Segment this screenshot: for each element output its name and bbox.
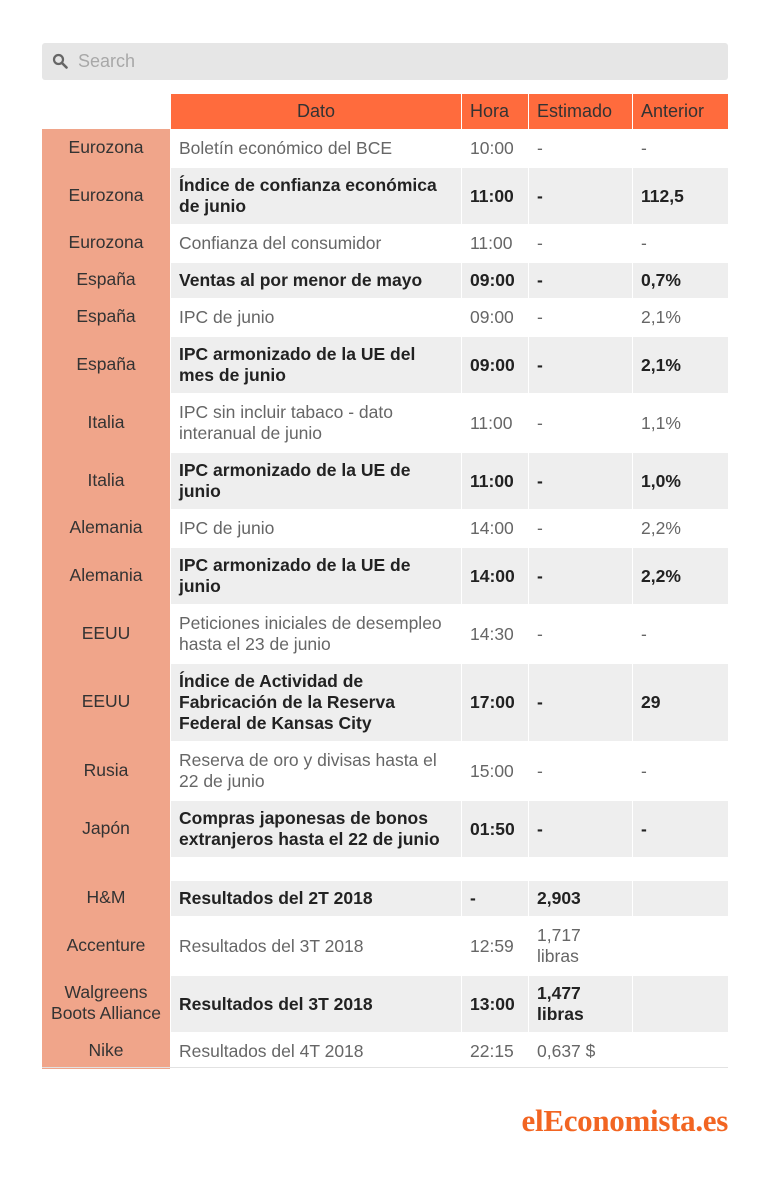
spacer-cell bbox=[632, 857, 728, 879]
cell-country: Japón bbox=[42, 799, 170, 857]
table-row bbox=[42, 1032, 728, 1069]
cell-estimado: - bbox=[528, 166, 632, 224]
spacer-cell bbox=[528, 857, 632, 879]
cell-hora: 09:00 bbox=[461, 261, 528, 298]
cell-anterior: - bbox=[632, 604, 728, 662]
cell-estimado: 1,717 libras bbox=[528, 916, 632, 974]
economic-calendar-table bbox=[42, 94, 728, 1069]
cell-hora: 09:00 bbox=[461, 335, 528, 393]
cell-anterior: - bbox=[632, 129, 728, 166]
cell-anterior bbox=[632, 974, 728, 1032]
cell-anterior: - bbox=[632, 741, 728, 799]
cell-country: EEUU bbox=[42, 604, 170, 662]
cell-estimado: - bbox=[528, 335, 632, 393]
cell-country: Eurozona bbox=[42, 166, 170, 224]
cell-dato: Resultados del 2T 2018 bbox=[170, 879, 461, 916]
cell-company: Walgreens Boots Alliance bbox=[42, 974, 170, 1032]
spacer-cell bbox=[170, 857, 461, 879]
spacer-cell bbox=[461, 857, 528, 879]
cell-estimado: - bbox=[528, 662, 632, 741]
search-input[interactable] bbox=[78, 43, 718, 80]
table-row bbox=[42, 166, 728, 224]
cell-dato: Resultados del 3T 2018 bbox=[170, 916, 461, 974]
cell-hora: 11:00 bbox=[461, 393, 528, 451]
cell-hora: 11:00 bbox=[461, 451, 528, 509]
table-row bbox=[42, 799, 728, 857]
cell-hora: 17:00 bbox=[461, 662, 528, 741]
cell-anterior: 2,2% bbox=[632, 509, 728, 546]
cell-estimado: - bbox=[528, 224, 632, 261]
cell-dato: Ventas al por menor de mayo bbox=[170, 261, 461, 298]
cell-dato: Índice de Actividad de Fabricación de la Reserva Federal de Kansas City bbox=[170, 662, 461, 741]
cell-hora: 10:00 bbox=[461, 129, 528, 166]
table-row bbox=[42, 879, 728, 916]
table-row bbox=[42, 662, 728, 741]
cell-anterior: 2,1% bbox=[632, 298, 728, 335]
cell-country: Rusia bbox=[42, 741, 170, 799]
search-bar[interactable] bbox=[42, 43, 728, 80]
cell-hora: 11:00 bbox=[461, 224, 528, 261]
table-row bbox=[42, 916, 728, 974]
cell-anterior: 1,0% bbox=[632, 451, 728, 509]
cell-country: Eurozona bbox=[42, 224, 170, 261]
cell-anterior: 2,2% bbox=[632, 546, 728, 604]
table-header bbox=[42, 94, 728, 129]
table-row bbox=[42, 224, 728, 261]
header-blank bbox=[42, 94, 170, 129]
cell-estimado: - bbox=[528, 799, 632, 857]
cell-dato: IPC de junio bbox=[170, 509, 461, 546]
divider bbox=[42, 1067, 728, 1068]
cell-anterior: 1,1% bbox=[632, 393, 728, 451]
cell-hora: 11:00 bbox=[461, 166, 528, 224]
cell-estimado: - bbox=[528, 741, 632, 799]
table-row bbox=[42, 261, 728, 298]
cell-dato: IPC sin incluir tabaco - dato interanual de junio bbox=[170, 393, 461, 451]
cell-dato: IPC de junio bbox=[170, 298, 461, 335]
cell-dato: Compras japonesas de bonos extranjeros hasta el 22 de junio bbox=[170, 799, 461, 857]
cell-dato: Resultados del 3T 2018 bbox=[170, 974, 461, 1032]
cell-estimado: - bbox=[528, 261, 632, 298]
table-row bbox=[42, 546, 728, 604]
header-anterior: Anterior bbox=[632, 94, 728, 129]
cell-company: H&M bbox=[42, 879, 170, 916]
cell-hora: 14:00 bbox=[461, 546, 528, 604]
table-row bbox=[42, 129, 728, 166]
cell-hora: 01:50 bbox=[461, 799, 528, 857]
cell-dato: Resultados del 4T 2018 bbox=[170, 1032, 461, 1069]
table-row bbox=[42, 741, 728, 799]
eleconomista-logo: elEconomista.es bbox=[521, 1103, 728, 1138]
cell-hora: 13:00 bbox=[461, 974, 528, 1032]
cell-dato: Confianza del consumidor bbox=[170, 224, 461, 261]
table-row bbox=[42, 335, 728, 393]
cell-estimado: - bbox=[528, 509, 632, 546]
cell-country: Alemania bbox=[42, 509, 170, 546]
cell-country: Eurozona bbox=[42, 129, 170, 166]
cell-anterior bbox=[632, 916, 728, 974]
cell-country: Alemania bbox=[42, 546, 170, 604]
cell-country: EEUU bbox=[42, 662, 170, 741]
header-estimado: Estimado bbox=[528, 94, 632, 129]
cell-anterior: - bbox=[632, 224, 728, 261]
cell-hora: 15:00 bbox=[461, 741, 528, 799]
cell-estimado: - bbox=[528, 298, 632, 335]
cell-dato: IPC armonizado de la UE de junio bbox=[170, 451, 461, 509]
cell-dato: Índice de confianza económica de junio bbox=[170, 166, 461, 224]
table-row bbox=[42, 509, 728, 546]
cell-anterior: 0,7% bbox=[632, 261, 728, 298]
cell-hora: - bbox=[461, 879, 528, 916]
cell-estimado: - bbox=[528, 393, 632, 451]
table-spacer-row bbox=[42, 857, 728, 879]
cell-country: España bbox=[42, 298, 170, 335]
cell-anterior bbox=[632, 879, 728, 916]
cell-hora: 22:15 bbox=[461, 1032, 528, 1069]
cell-estimado: 0,637 $ bbox=[528, 1032, 632, 1069]
cell-dato: Reserva de oro y divisas hasta el 22 de junio bbox=[170, 741, 461, 799]
table-row bbox=[42, 298, 728, 335]
cell-hora: 09:00 bbox=[461, 298, 528, 335]
table-row bbox=[42, 451, 728, 509]
search-icon bbox=[52, 53, 68, 69]
cell-estimado: - bbox=[528, 129, 632, 166]
cell-dato: Boletín económico del BCE bbox=[170, 129, 461, 166]
spacer-cell bbox=[42, 857, 170, 879]
header-hora: Hora bbox=[461, 94, 528, 129]
cell-dato: IPC armonizado de la UE del mes de junio bbox=[170, 335, 461, 393]
cell-estimado: 2,903 bbox=[528, 879, 632, 916]
cell-estimado: - bbox=[528, 451, 632, 509]
cell-company: Accenture bbox=[42, 916, 170, 974]
cell-anterior: - bbox=[632, 799, 728, 857]
cell-anterior: 29 bbox=[632, 662, 728, 741]
cell-estimado: - bbox=[528, 604, 632, 662]
cell-country: España bbox=[42, 335, 170, 393]
table-row bbox=[42, 604, 728, 662]
cell-anterior: 2,1% bbox=[632, 335, 728, 393]
cell-estimado: - bbox=[528, 546, 632, 604]
cell-country: Italia bbox=[42, 451, 170, 509]
cell-company: Nike bbox=[42, 1032, 170, 1069]
cell-estimado: 1,477 libras bbox=[528, 974, 632, 1032]
header-dato: Dato bbox=[170, 94, 461, 129]
cell-anterior bbox=[632, 1032, 728, 1069]
cell-country: España bbox=[42, 261, 170, 298]
table-row bbox=[42, 974, 728, 1032]
cell-country: Italia bbox=[42, 393, 170, 451]
cell-hora: 14:30 bbox=[461, 604, 528, 662]
table-row bbox=[42, 393, 728, 451]
cell-hora: 14:00 bbox=[461, 509, 528, 546]
cell-anterior: 112,5 bbox=[632, 166, 728, 224]
cell-dato: IPC armonizado de la UE de junio bbox=[170, 546, 461, 604]
cell-dato: Peticiones iniciales de desempleo hasta el 23 de junio bbox=[170, 604, 461, 662]
cell-hora: 12:59 bbox=[461, 916, 528, 974]
